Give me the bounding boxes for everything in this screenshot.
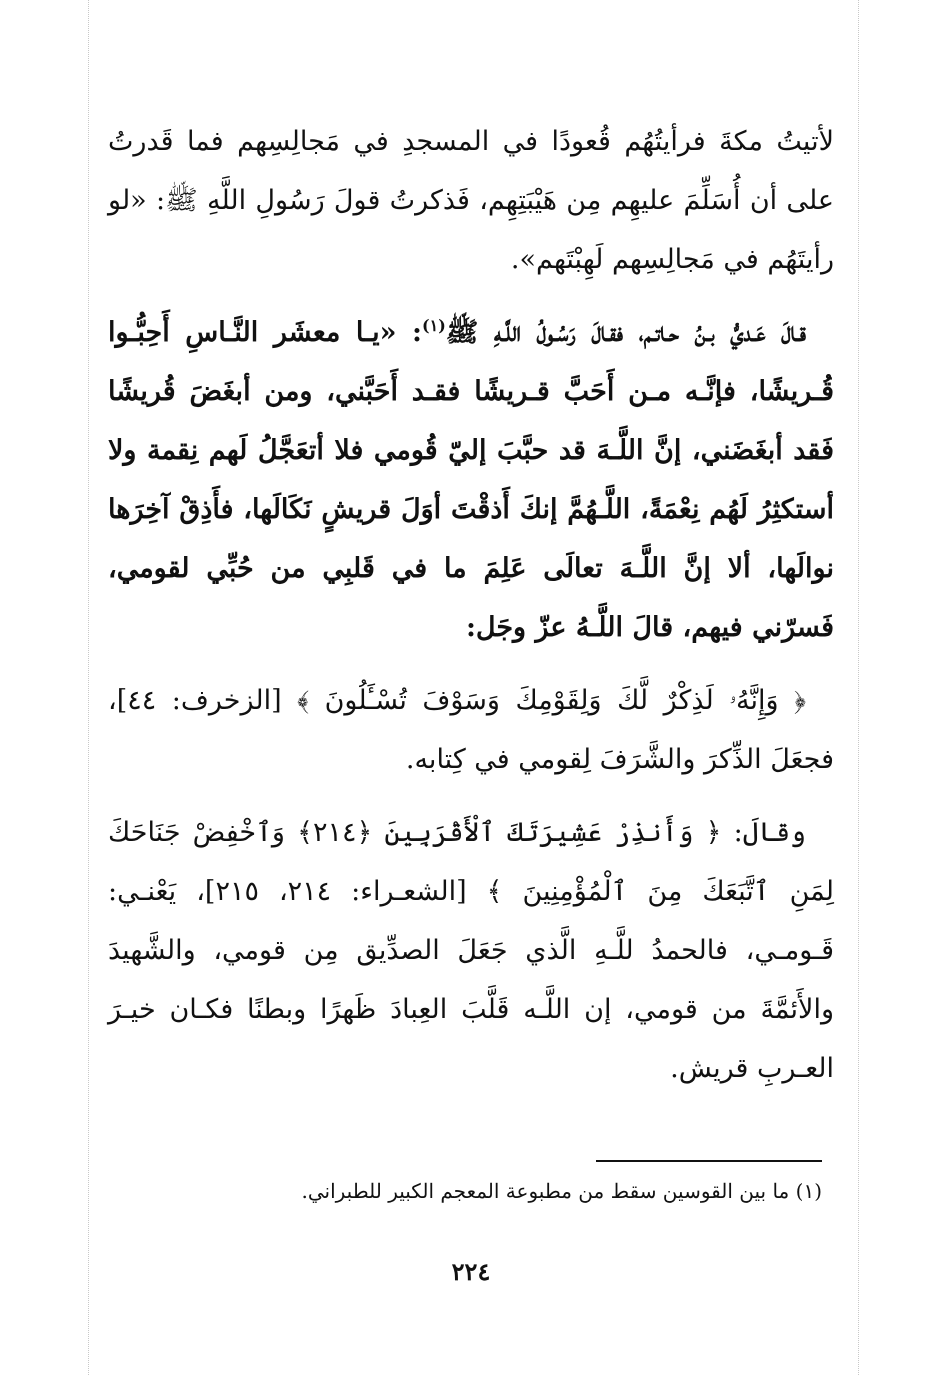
paragraph-2-hadith: : «يـا معشَر النَّـاسِ أَحِبُّـوا قُـريشًا، فإنَّـه مـن أَحَبَّ قـريشًا فقـد أَحَبَّني، ومن أبغَضَ قُريشًا فَقد أبغَضَني، إنَّ اللَّـهَ قد حبَّبَ إليّ قُومي فلا أتعَجَّلُ لَهم نِقمة ولا أستكثِرُ لَهُم نِعْمَةً، اللَّـهُمَّ إنكَ أَذقْتَ أوَلَ قريشٍ نَكَالَها، فأَذِقْ آخِرَها نوالَها، ألا إنَّ اللَّـهَ تعالَى عَلِمَ ما في قَلبِي من حُبِّي لقومي، فَسرّني فيهم، قالَ اللَّـهُ عزّ وجَل:: [108, 317, 834, 643]
scan-margin-line-left: [88, 0, 89, 1375]
footnote: (١) ما بين القوسين سقط من مطبوعة المعجم الكبير للطبراني.: [301, 1179, 822, 1203]
scan-margin-line-right: [858, 0, 859, 1375]
footnote-reference: (١): [422, 316, 446, 335]
paragraph-1: لأتيتُ مكةَ فرأيتُهُم قُعودًا في المسجدِ في مَجالِسِهم فما قَدرتُ على أن أُسَلِّمَ عليهِم مِن هَيْبَتِهِم، فَذكرتُ قولَ رَسُولِ اللَّهِ ﷺ: «لو رأيتَهُم في مَجالِسِهم لَهِبْتَهم».: [108, 126, 834, 275]
main-text: [108, 112, 834, 1098]
paragraph-4: وقالَ: ﴿ وَأَنذِرْ عَشِيرَتَكَ ٱلْأَقْرَبِينَ ﴿٢١٤﴾ وَٱخْفِضْ جَنَاحَكَ لِمَنِ ٱتَّبَعَكَ مِنَ ٱلْمُؤْمِنِينَ ﴾ [الشعـراء: ٢١٤، ٢١٥]، يَعْنـي: قَـومـي، فالحمدُ للَّـهِ الَّذي جَعَلَ الصدِّيق مِن قومي، والشَّهيدَ والأَئمَّةَ من قومي، إن اللَّـه قَلَّبَ العِبادَ ظَهرًا وبطنًا فكـان خيـرَ العـربِ قريش.: [108, 817, 835, 1084]
paragraph-2: [108, 303, 834, 657]
footnote-separator: [596, 1160, 822, 1162]
paragraph-3-verse: ﴿ وَإِنَّهُۥ لَذِكْرٌ لَّكَ وَلِقَوْمِكَ وَسَوْفَ تُسْـَٔلُونَ ﴾ [الزخرف: ٤٤]، فجعَلَ الذِّكرَ والشَّرَفَ لِقومي في كِتابه.: [108, 685, 834, 775]
paragraph-2-intro: قـالَ عَـديُّ بـنُ حـاتـم، فقـالَ رَسُـولُ اللَّـهِ ﷺ: [445, 317, 806, 348]
page-number: ٢٢٤: [451, 1257, 491, 1286]
